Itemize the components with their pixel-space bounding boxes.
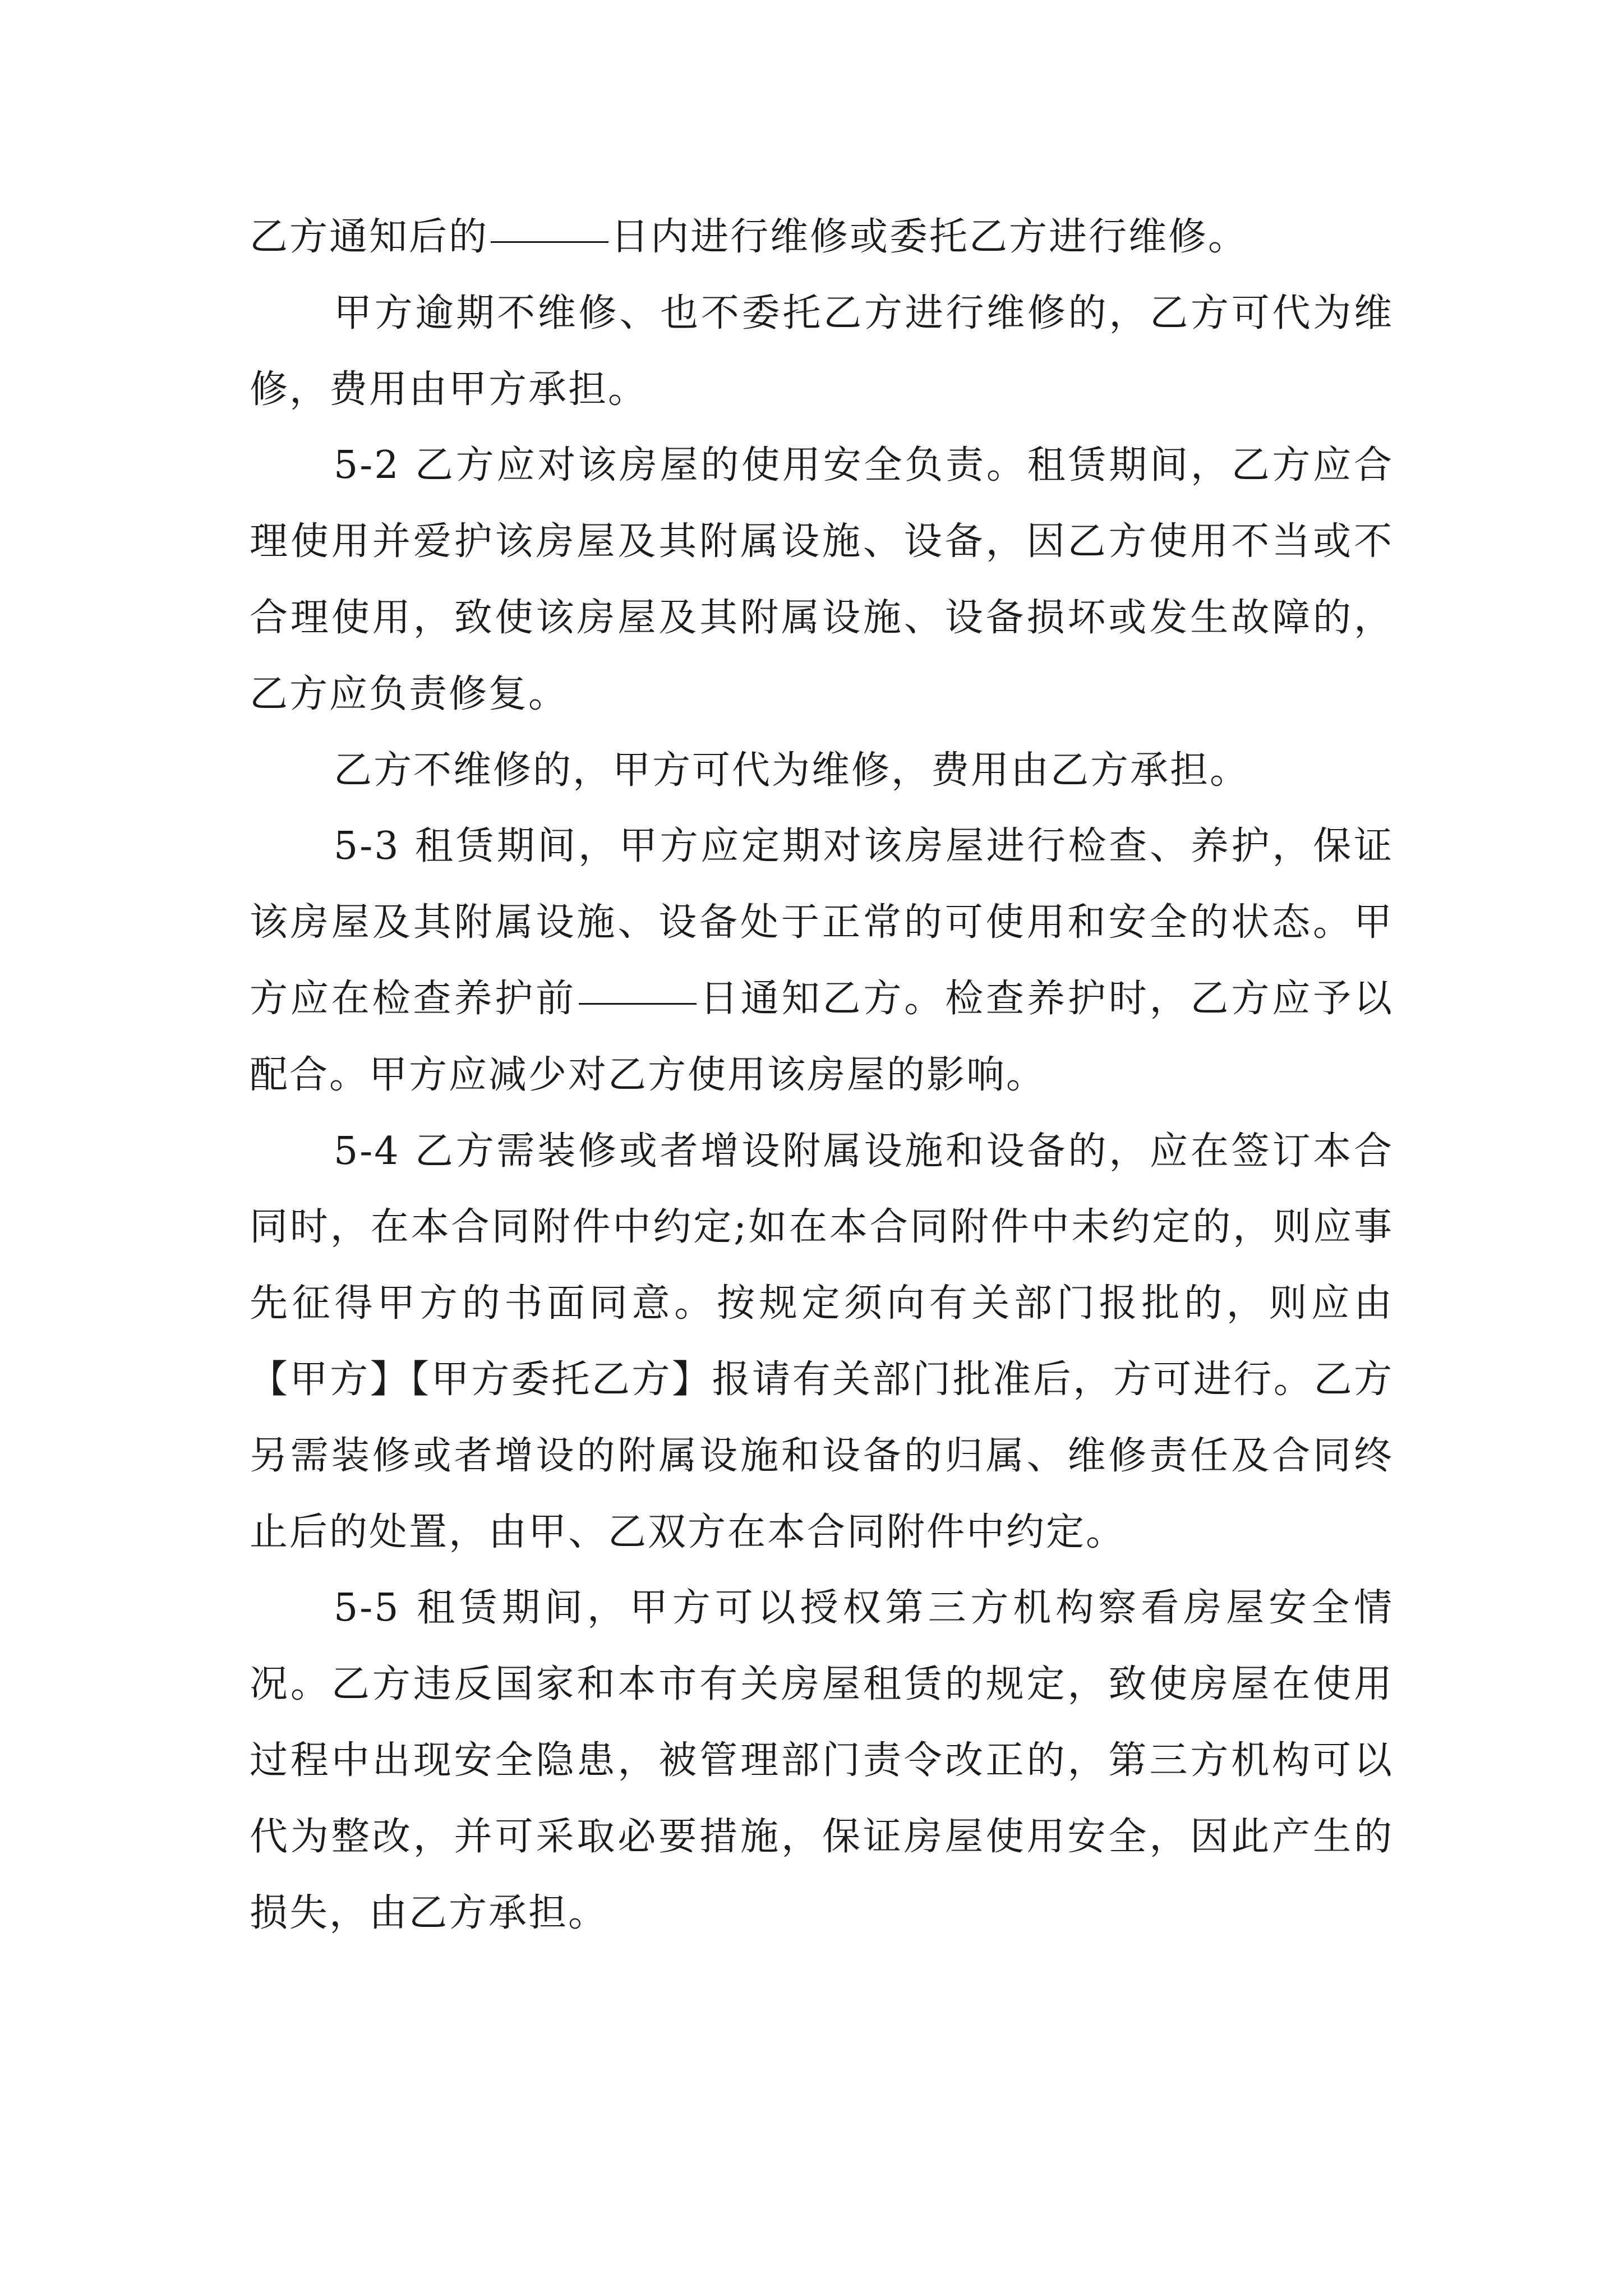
paragraph-clause-5-3	[250, 808, 1394, 1113]
paragraph-text: 5-5 租赁期间，甲方可以授权第三方机构察看房屋安全情况。乙方违反国家和本市有关房屋租赁的规定，致使房屋在使用过程中出现安全隐患，被管理部门责令改正的，第三方机构可以代为整改，并可采取必要措施，保证房屋使用安全，因此产生的损失，由乙方承担。	[250, 1586, 1394, 1935]
paragraph-repair-notice	[250, 199, 1394, 275]
paragraph-clause-5-2	[250, 427, 1394, 732]
paragraph-clause-5-5	[250, 1570, 1394, 1951]
paragraph-text: 日内进行维修或委托乙方进行维修。	[611, 215, 1248, 259]
document-body	[250, 199, 1394, 1951]
paragraph-text: 乙方不维修的，甲方可代为维修，费用由乙方承担。	[334, 748, 1250, 793]
fill-in-blank-notice-days	[579, 1002, 697, 1005]
paragraph-text: 5-2 乙方应对该房屋的使用安全负责。租赁期间，乙方应合理使用并爱护该房屋及其附属设施、设备，因乙方使用不当或不合理使用，致使该房屋及其附属设施、设备损坏或发生故障的，乙方应负责修复。	[250, 443, 1394, 716]
paragraph-text: 5-4 乙方需装修或者增设附属设施和设备的，应在签订本合同时，在本合同附件中约定;如在本合同附件中未约定的，则应事先征得甲方的书面同意。按规定须向有关部门报批的，则应由【甲方】【甲方委托乙方】报请有关部门批准后，方可进行。乙方另需装修或者增设的附属设施和设备的归属、维修责任及合同终止后的处置，由甲、乙双方在本合同附件中约定。	[250, 1129, 1394, 1554]
paragraph-text: 日通知乙方。检查养护时，乙方应予以配合。甲方应减少对乙方使用该房屋的影响。	[250, 976, 1394, 1097]
paragraph-text: 乙方通知后的	[250, 215, 489, 259]
paragraph-clause-5-4	[250, 1114, 1394, 1571]
paragraph-text: 甲方逾期不维修、也不委托乙方进行维修的，乙方可代为维修，费用由甲方承担。	[250, 291, 1394, 412]
paragraph-text: 5-3 租赁期间，甲方应定期对该房屋进行检查、养护，保证该房屋及其附属设施、设备处于正常的可使用和安全的状态。甲方应在检查养护前	[250, 824, 1394, 1021]
fill-in-blank-days	[491, 241, 608, 243]
paragraph-landlord-overdue-repair	[250, 275, 1394, 428]
paragraph-tenant-no-repair	[250, 733, 1394, 809]
